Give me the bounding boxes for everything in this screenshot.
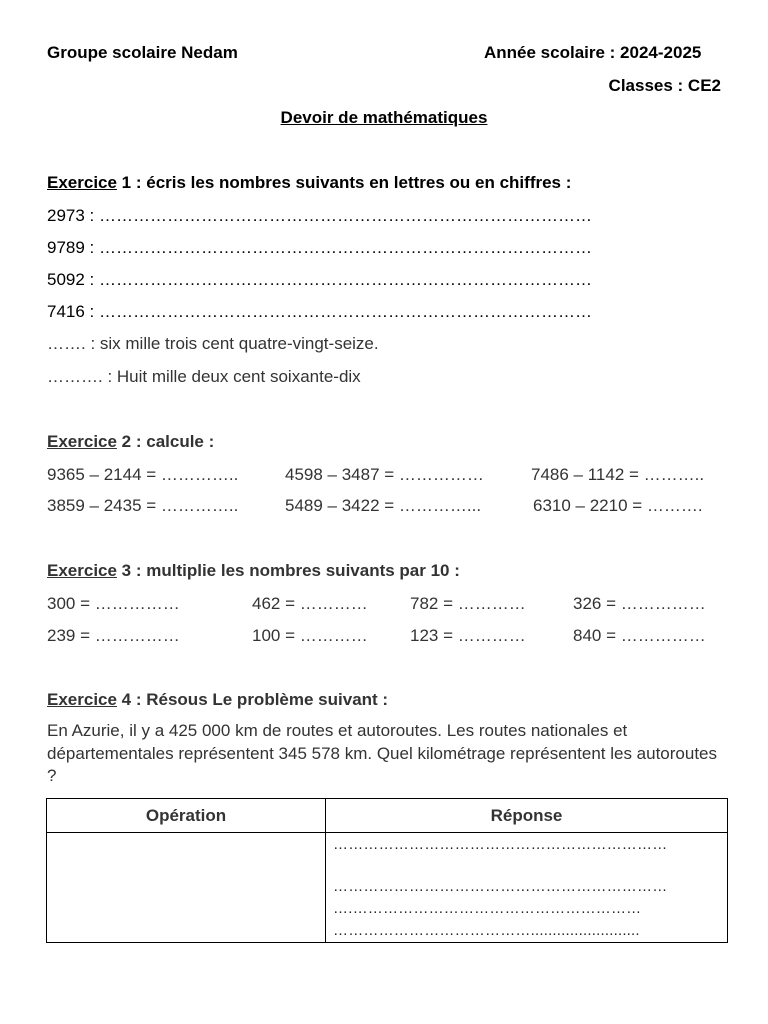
exercise-1-heading [47,173,571,193]
operation-cell[interactable] [47,833,326,943]
calc-item: 3859 – 2435 = ………….. [47,496,239,515]
exercise-1-line: ………. : Huit mille deux cent soixante-dix [47,367,361,386]
multiply-item: 239 = …………… [47,626,180,645]
exercise-4-heading [47,690,388,710]
response-dotted-line: ………………………………………………………… [333,878,668,895]
multiply-item: 782 = ………… [410,594,526,613]
calc-item: 6310 – 2210 = ………. [533,496,703,515]
exercise-4-word: Exercice [47,690,117,709]
school-year: Année scolaire : 2024-2025 [484,43,702,62]
exercise-2-heading [47,432,214,452]
problem-statement: En Azurie, il y a 425 000 km de routes et autoroutes. Les routes nationales et départementales représentent 345 578 km. Quel kilométrage représentent les autoroutes ? [47,721,718,785]
calc-item: 5489 – 3422 = …………... [285,496,482,515]
multiply-item: 123 = ………… [410,626,526,645]
exercise-4-instruction: 4 : Résous Le problème suivant : [116,690,389,709]
multiply-item: 300 = …………… [47,594,180,613]
multiply-item: 462 = ………… [252,594,368,613]
class-level: Classes : CE2 [608,76,721,95]
exercise-1-line: 9789 : …………………………………………………………………………… [47,238,592,257]
page-title: Devoir de mathématiques [280,108,488,127]
response-dotted-line: …………………………………......................... [333,922,640,939]
exercise-2-word: Exercice [47,432,117,451]
answer-table [46,798,728,943]
operation-header: Opération [47,799,326,833]
exercise-3-heading [47,561,460,581]
multiply-item: 326 = …………… [573,594,706,613]
response-dotted-line: ………………………………………………………… [333,836,668,853]
multiply-item: 100 = ………… [252,626,368,645]
calc-item: 4598 – 3487 = …………… [285,465,484,484]
exercise-1-instruction: 1 : écris les nombres suivants en lettres ou en chiffres : [116,173,572,192]
response-dotted-line: ….………………………………………………… [333,900,642,917]
calc-item: 9365 – 2144 = ………….. [47,465,239,484]
exercise-1-word: Exercice [47,173,117,192]
table-row [47,833,728,943]
exercise-1-line: 2973 : …………………………………………………………………………… [47,206,592,225]
exercise-3-instruction: 3 : multiplie les nombres suivants par 10 : [116,561,460,580]
calc-item: 7486 – 1142 = ……….. [531,465,705,484]
school-name: Groupe scolaire Nedam [47,43,238,62]
exercise-2-instruction: 2 : calcule : [116,432,215,451]
exercise-1-line: ……. : six mille trois cent quatre-vingt-seize. [47,334,379,353]
exercise-1-line: 7416 : …………………………………………………………………………… [47,302,592,321]
table-header-row [47,799,728,833]
response-cell[interactable] [326,833,728,943]
exercise-1-line: 5092 : …………………………………………………………………………… [47,270,592,289]
exercise-3-word: Exercice [47,561,117,580]
response-header: Réponse [326,799,728,833]
multiply-item: 840 = …………… [573,626,706,645]
